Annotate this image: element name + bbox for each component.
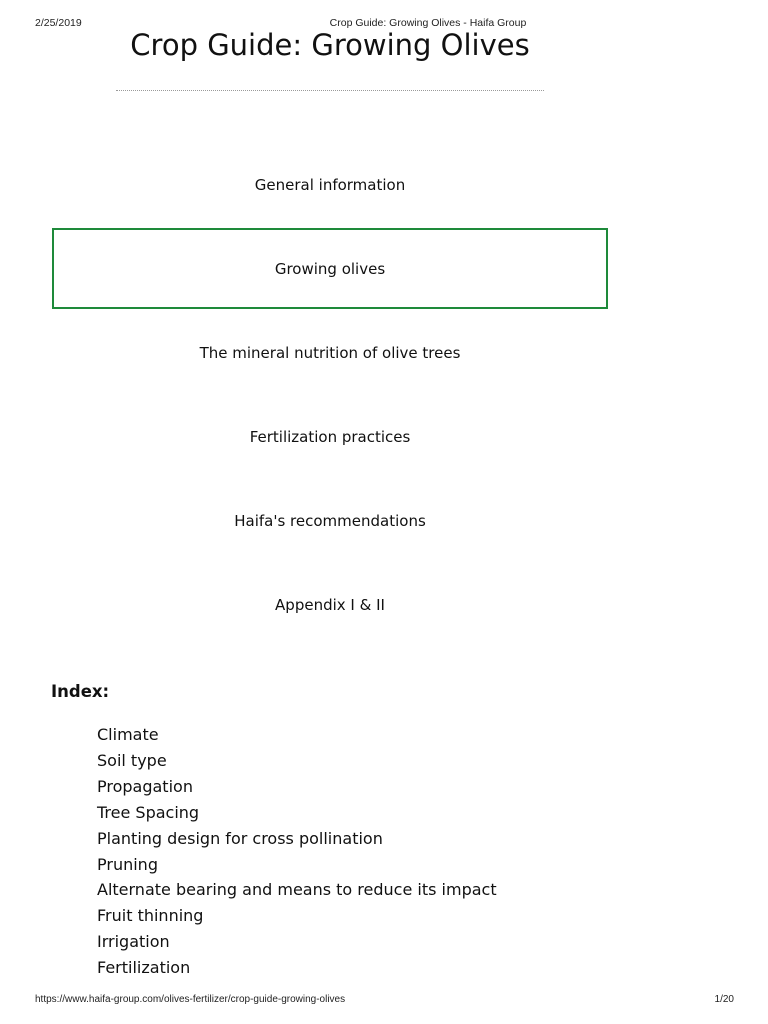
tab-fertilization-practices[interactable]: Fertilization practices	[249, 427, 411, 446]
index-item-propagation[interactable]: Propagation	[97, 776, 193, 796]
index-item-tree-spacing[interactable]: Tree Spacing	[97, 802, 200, 822]
index-list	[97, 722, 497, 981]
page-title: Crop Guide: Growing Olives	[130, 28, 530, 62]
tab-haifa-recommendations[interactable]: Haifa's recommendations	[234, 511, 426, 530]
print-footer-page-number: 1/20	[714, 994, 734, 1005]
tab-mineral-nutrition[interactable]: The mineral nutrition of olive trees	[199, 343, 461, 362]
index-heading: Index:	[51, 682, 110, 701]
tab-growing-olives[interactable]: Growing olives	[52, 228, 608, 309]
print-header-date: 2/25/2019	[35, 17, 82, 29]
index-item-alternate-bearing[interactable]: Alternate bearing and means to reduce its impact	[97, 880, 497, 900]
section-tabs	[52, 144, 608, 648]
tab-appendix[interactable]: Appendix I & II	[275, 595, 385, 614]
index-item-fruit-thinning[interactable]: Fruit thinning	[97, 906, 204, 926]
index-item-planting-design[interactable]: Planting design for cross pollination	[97, 828, 383, 848]
title-divider	[116, 90, 544, 91]
index-item-climate[interactable]: Climate	[97, 725, 159, 744]
index-item-fertilization[interactable]: Fertilization	[97, 958, 191, 978]
print-footer-url: https://www.haifa-group.com/olives-fertilizer/crop-guide-growing-olives	[35, 994, 346, 1005]
index-item-pruning[interactable]: Pruning	[97, 854, 158, 874]
index-item-soil-type[interactable]: Soil type	[97, 750, 167, 770]
print-header-title: Crop Guide: Growing Olives - Haifa Group	[329, 17, 527, 29]
tab-general-information[interactable]: General information	[254, 175, 406, 194]
index-item-irrigation[interactable]: Irrigation	[97, 932, 170, 952]
